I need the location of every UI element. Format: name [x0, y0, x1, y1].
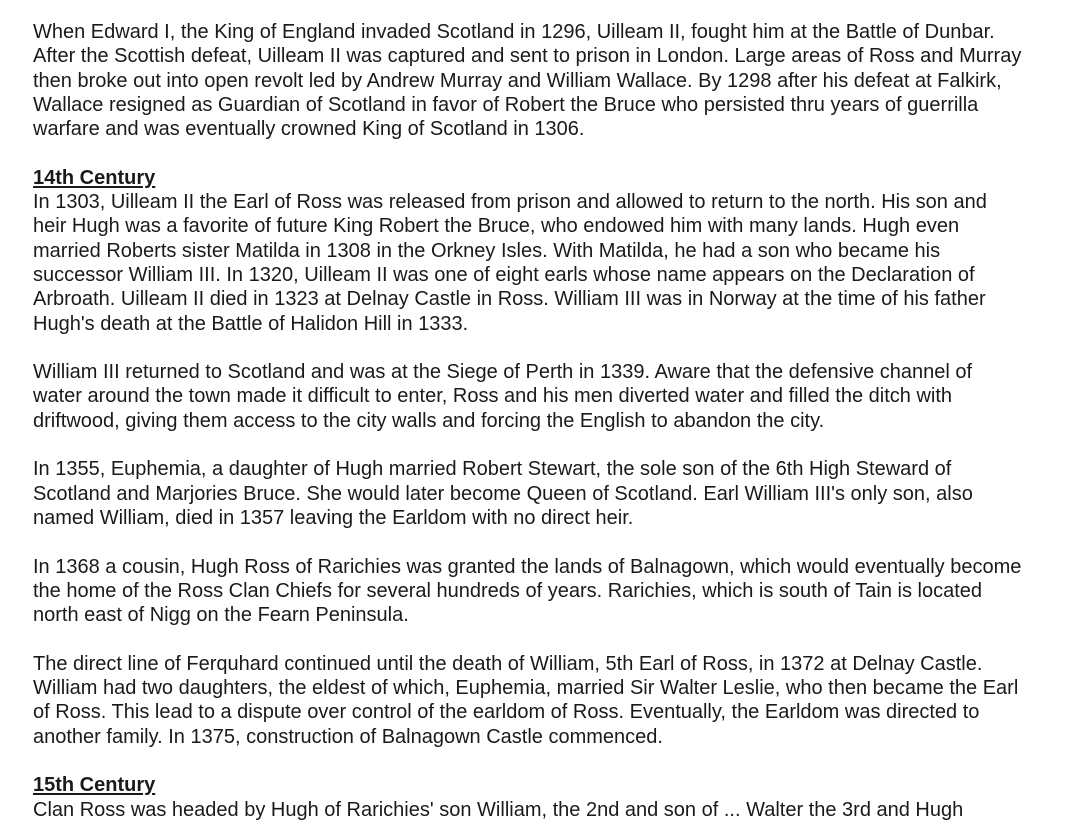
article-body: [33, 20, 1025, 822]
paragraph-1303: In 1303, Uilleam II the Earl of Ross was released from prison and allowed to return to the north. His son and heir Hugh was a favorite of future King Robert the Bruce, who endowed him with many lands. Hugh even married Roberts sister Matilda in 1308 in the Orkney Isles. With Matilda, he had a son who became his successor William III. In 1320, Uilleam II was one of eight earls whose name appears on the Declaration of Arbroath. Uilleam II died in 1323 at Delnay Castle in Ross. William III was in Norway at the time of his father Hugh's death at the Battle of Halidon Hill in 1333.: [33, 191, 987, 335]
paragraph-1355: In 1355, Euphemia, a daughter of Hugh married Robert Stewart, the sole son of the 6th High Steward of Scotland and Marjories Bruce. She would later become Queen of Scotland. Earl William III's only son, also named William, died in 1357 leaving the Earldom with no direct heir.: [33, 458, 973, 529]
paragraph-1372: The direct line of Ferquhard continued until the death of William, 5th Earl of Ross, in 1372 at Delnay Castle. William had two daughters, the eldest of which, Euphemia, married Sir Walter Leslie, who then became the Earl of Ross. This lead to a dispute over control of the earldom of Ross. Eventually, the Earldom was directed to another family. In 1375, construction of Balnagown Castle commenced.: [33, 652, 1019, 748]
heading-15th-century: 15th Century: [33, 774, 156, 797]
paragraph-15th-century-start: Clan Ross was headed by Hugh of Rarichies' son William, the 2nd and son of ... Walter the 3rd and Hugh: [33, 798, 964, 821]
paragraph-1339: William III returned to Scotland and was at the Siege of Perth in 1339. Aware that the defensive channel of water around the town made it difficult to enter, Ross and his men diverted water and filled the ditch with driftwood, giving them access to the city walls and forcing the English to abandon the city.: [33, 361, 973, 432]
heading-14th-century: 14th Century: [33, 166, 156, 189]
paragraph-1368: In 1368 a cousin, Hugh Ross of Rarichies was granted the lands of Balnagown, which would eventually become the home of the Ross Clan Chiefs for several hundreds of years. Rarichies, which is south of Tain is located north east of Nigg on the Fearn Peninsula.: [33, 555, 1022, 627]
paragraph-intro: When Edward I, the King of England invaded Scotland in 1296, Uilleam II, fought him at the Battle of Dunbar. After the Scottish defeat, Uilleam II was captured and sent to prison in London. Large areas of Ross and Murray then broke out into open revolt led by Andrew Murray and William Wallace. By 1298 after his defeat at Falkirk, Wallace resigned as Guardian of Scotland in favor of Robert the Bruce who persisted thru years of guerrilla warfare and was eventually crowned King of Scotland in 1306.: [33, 21, 1022, 141]
